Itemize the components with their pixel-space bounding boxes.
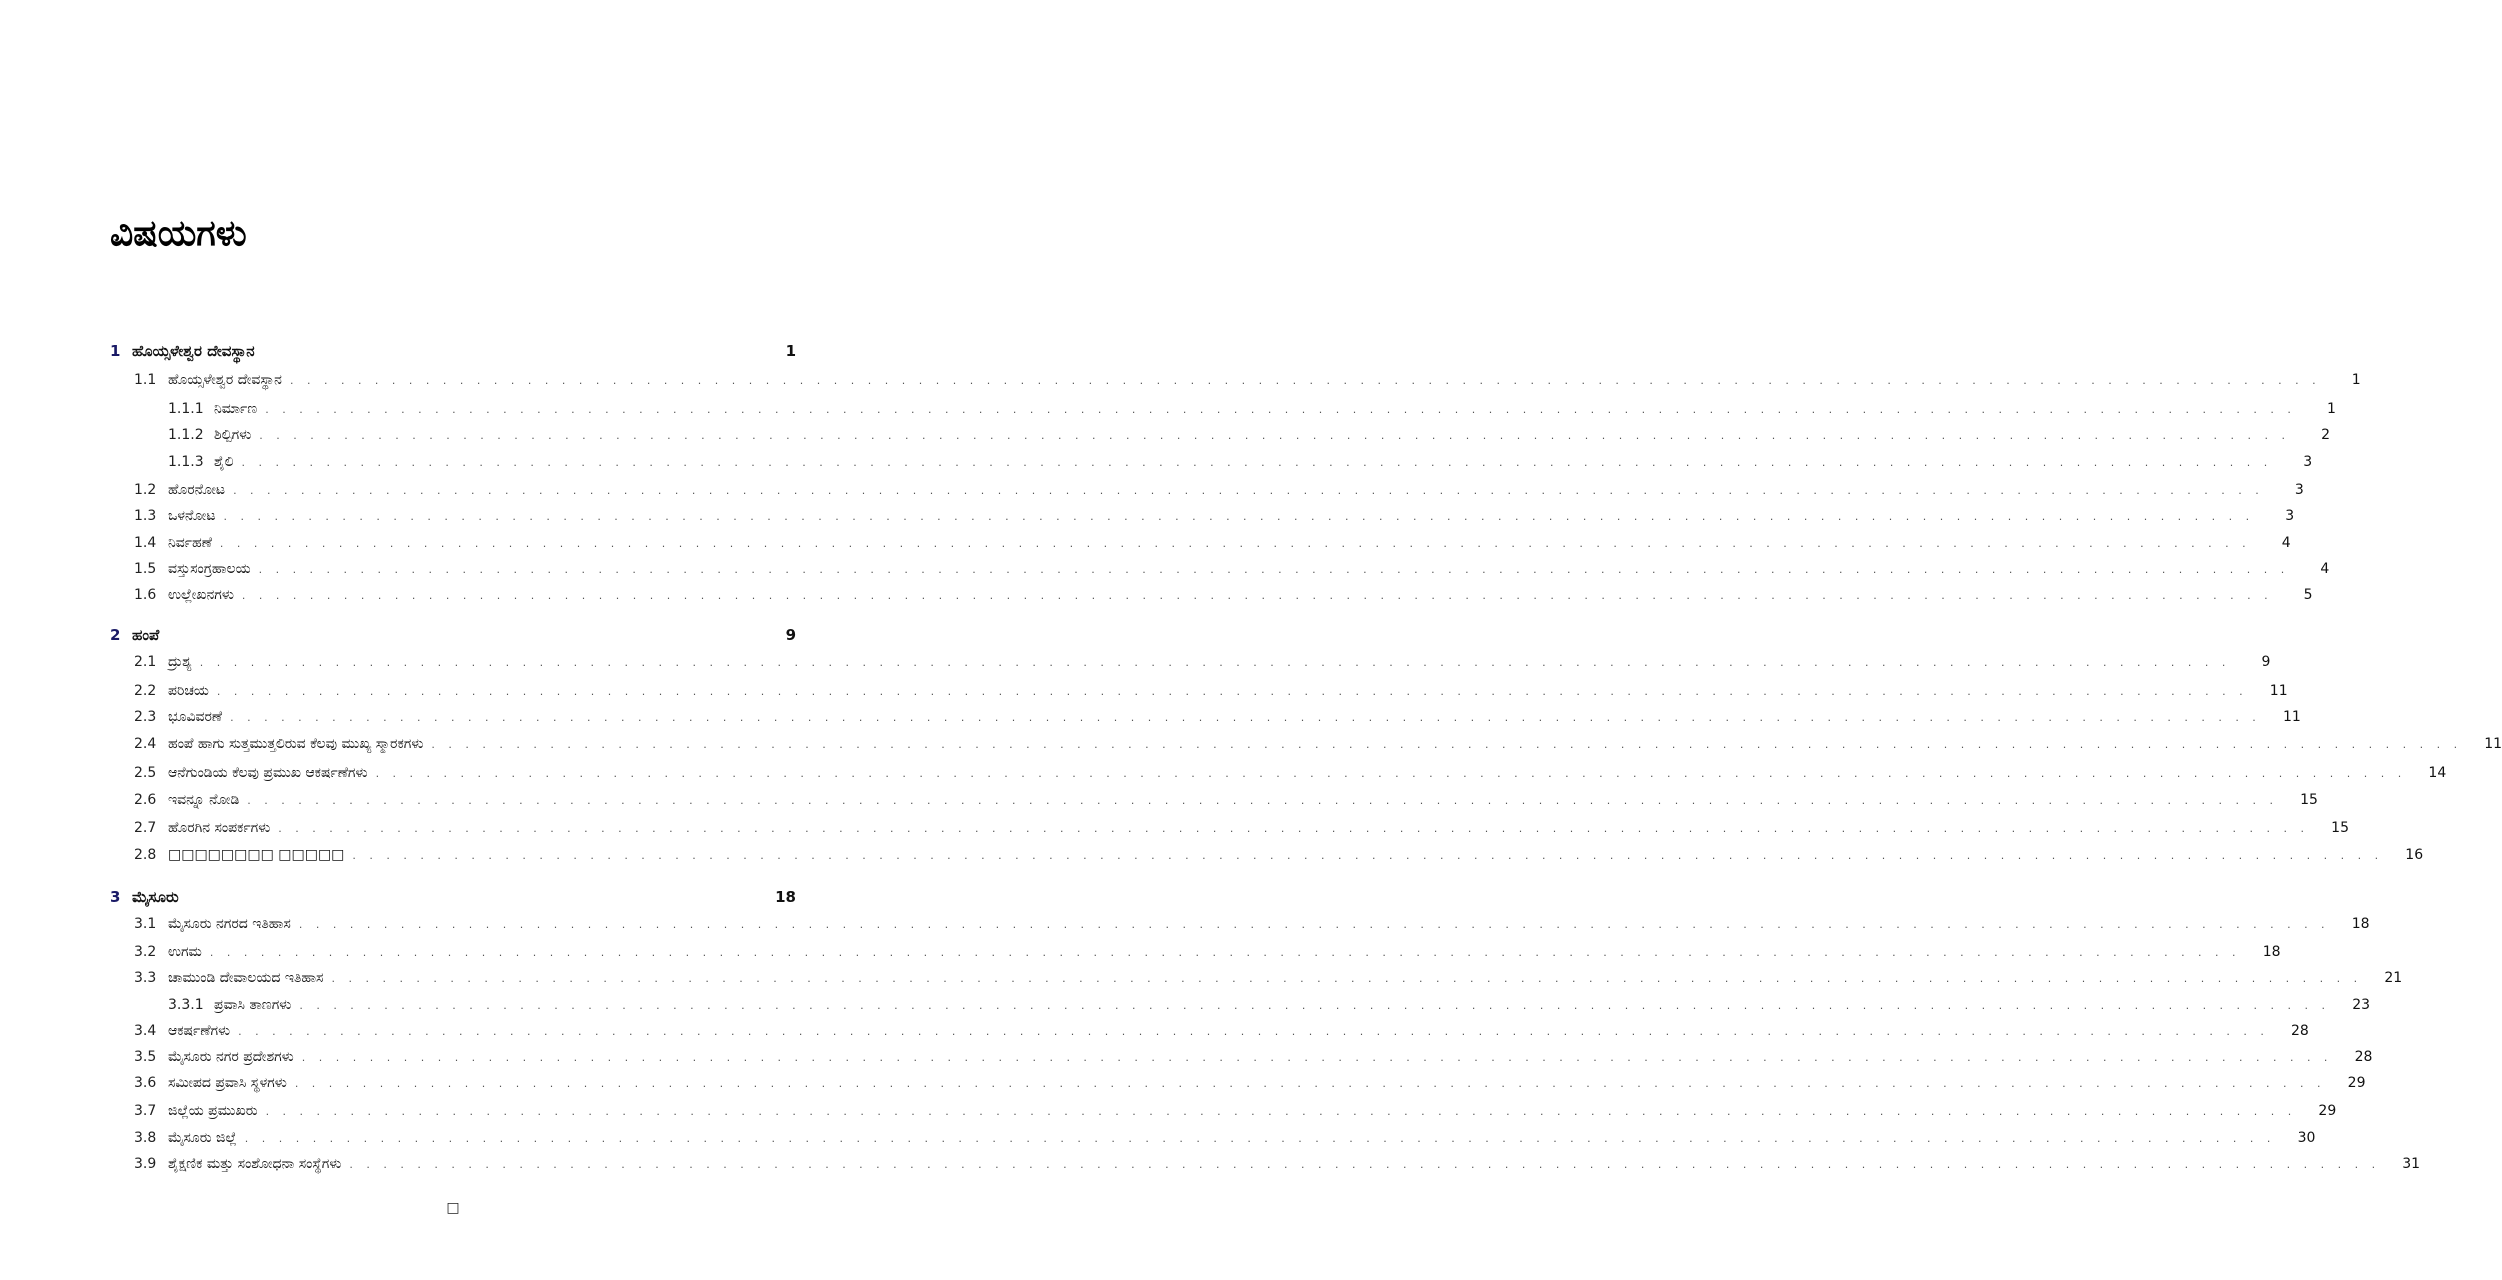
toc-page-number: 31	[2402, 1156, 2421, 1172]
toc-entry[interactable]	[110, 649, 2271, 675]
toc-entry[interactable]	[110, 530, 2291, 556]
toc-title: ಹಂಪೆ	[132, 626, 160, 644]
toc-number: 1	[110, 342, 121, 360]
toc-title: ಮೈಸೂರು	[132, 888, 179, 906]
toc-title: ಚಾಮುಂಡಿ ದೇವಾಲಯದ ಇತಿಹಾಸ	[168, 970, 324, 986]
toc-title: ದ್ರುಶ್ಯ	[168, 654, 192, 670]
dot-leader: . . . . . . . . . . . . . . . . . . . . . . . . . . . . . . . . . . . . . . . . . . . . . . . . . . . . . . . . . . . . . . . . . . . . . . . . . . . . . . . . . . . . . . . . . . . . . . . . . . . . . . . . . . . . . . . . . . . . . . . .	[265, 402, 2296, 416]
toc-page-number: 5	[2303, 587, 2313, 603]
toc-page-number: 9	[2261, 654, 2271, 670]
dot-leader: . . . . . . . . . . . . . . . . . . . . . . . . . . . . . . . . . . . . . . . . . . . . . . . . . . . . . . . . . . . . . . . . . . . . . . . . . . . . . . . . . . . . . . . . . . . . . . . . . . . . . . . . . . . . . . . . . . . . . . . .	[331, 971, 2363, 985]
toc-title: ಶೈಲಿ	[214, 454, 234, 470]
toc-page-number: 3	[2303, 454, 2313, 470]
toc-number: 1.1.1	[168, 401, 204, 417]
toc-page-number: 11	[2269, 683, 2288, 699]
toc-entry[interactable]	[110, 842, 2424, 868]
toc-number: 2.5	[134, 765, 157, 781]
toc-entry[interactable]	[110, 911, 2370, 937]
toc-entry[interactable]	[110, 704, 2301, 730]
toc-chapter[interactable]	[110, 884, 796, 910]
toc-number: 3.9	[134, 1156, 157, 1172]
toc-page-number: 14	[2428, 765, 2447, 781]
page-footer: □	[446, 1200, 460, 1216]
toc-number: 1.2	[134, 482, 157, 498]
dot-leader: . . . . . . . . . . . . . . . . . . . . . . . . . . . . . . . . . . . . . . . . . . . . . . . . . . . . . . . . . . . . . . . . . . . . . . . . . . . . . . . . . . . . . . . . . . . . . . . . . . . . . . . . . . . . . . . . . . . . . . . .	[209, 945, 2241, 959]
toc-title: ಭೂವಿವರಣೆ	[168, 709, 223, 725]
toc-number: 1.1.3	[168, 454, 204, 470]
toc-page-number: 28	[2291, 1023, 2309, 1039]
toc-page-number: 2	[2321, 427, 2330, 443]
toc-number: 1.1	[134, 372, 157, 388]
toc-entry[interactable]	[110, 1070, 2366, 1096]
toc-page-number: 1	[2351, 372, 2361, 388]
dot-leader: . . . . . . . . . . . . . . . . . . . . . . . . . . . . . . . . . . . . . . . . . . . . . . . . . . . . . . . . . . . . . . . . . . . . . . . . . . . . . . . . . . . . . . . . . . . . . . . . . . . . . . . . . . . . . . . . . . . . . . . .	[431, 737, 2463, 751]
dot-leader: . . . . . . . . . . . . . . . . . . . . . . . . . . . . . . . . . . . . . . . . . . . . . . . . . . . . . . . . . . . . . . . . . . . . . . . . . . . . . . . . . . . . . . . . . . . . . . . . . . . . . . . . . . . . . . . . . . . . . . . .	[265, 1104, 2297, 1118]
toc-number: 3.2	[134, 944, 157, 960]
toc-page-number: 9	[785, 626, 796, 644]
toc-page-number: 15	[2331, 820, 2349, 836]
toc-entry[interactable]	[110, 556, 2330, 582]
toc-entry[interactable]	[110, 815, 2349, 841]
toc-entry[interactable]	[110, 1098, 2337, 1124]
toc-entry[interactable]	[110, 422, 2330, 448]
toc-page-number: 1	[785, 342, 796, 360]
toc-page-number: 21	[2384, 970, 2403, 986]
toc-page-number: 1	[2326, 401, 2336, 417]
toc-number: 1.4	[134, 535, 157, 551]
toc-page-number: 11	[2484, 736, 2502, 752]
toc-title: ಮೈಸೂರು ನಗರ ಪ್ರದೇಶಗಳು	[168, 1049, 294, 1065]
dot-leader: . . . . . . . . . . . . . . . . . . . . . . . . . . . . . . . . . . . . . . . . . . . . . . . . . . . . . . . . . . . . . . . . . . . . . . . . . . . . . . . . . . . . . . . . . . . . . . . . . . . . . . . . . . . . . . . . . . . . . . . .	[216, 684, 2248, 698]
dot-leader: . . . . . . . . . . . . . . . . . . . . . . . . . . . . . . . . . . . . . . . . . . . . . . . . . . . . . . . . . . . . . . . . . . . . . . . . . . . . . . . . . . . . . . . . . . . . . . . . . . . . . . . . . . . . . . . . . . . . . . . .	[233, 483, 2264, 497]
toc-number: 3.1	[134, 916, 157, 932]
dot-leader: . . . . . . . . . . . . . . . . . . . . . . . . . . . . . . . . . . . . . . . . . . . . . . . . . . . . . . . . . . . . . . . . . . . . . . . . . . . . . . . . . . . . . . . . . . . . . . . . . . . . . . . . . . . . . . . . . . . . . . . .	[241, 588, 2273, 602]
toc-title: ಜಿಲ್ಲೆಯ ಪ್ರಮುಖರು	[168, 1103, 258, 1119]
toc-entry[interactable]	[110, 1151, 2421, 1177]
toc-number: 1.1.2	[168, 427, 204, 443]
page-title: ವಿಷಯಗಳು	[110, 213, 247, 254]
toc-number: 1.3	[134, 508, 157, 524]
toc-number: 2.3	[134, 709, 157, 725]
toc-entry[interactable]	[110, 939, 2281, 965]
toc-title: ಉಗಮ	[168, 944, 202, 960]
toc-entry[interactable]	[110, 582, 2313, 608]
dot-leader: . . . . . . . . . . . . . . . . . . . . . . . . . . . . . . . . . . . . . . . . . . . . . . . . . . . . . . . . . . . . . . . . . . . . . . . . . . . . . . . . . . . . . . . . . . . . . . . . . . . . . . . . . . . . . . . . . . . . . . . .	[299, 998, 2331, 1012]
toc-title: ಪರಿಚಯ	[168, 683, 209, 699]
toc-number: 2.2	[134, 683, 157, 699]
dot-leader: . . . . . . . . . . . . . . . . . . . . . . . . . . . . . . . . . . . . . . . . . . . . . . . . . . . . . . . . . . . . . . . . . . . . . . . . . . . . . . . . . . . . . . . . . . . . . . . . . . . . . . . . . . . . . . . . . . . . . . . .	[244, 1131, 2276, 1145]
toc-entry[interactable]	[110, 760, 2447, 786]
toc-title: ಶೈಕ್ಷಣಿಕ ಮತ್ತು ಸಂಶೋಧನಾ ಸಂಸ್ಥೆಗಳು	[168, 1156, 342, 1172]
toc-number: 3.6	[134, 1075, 157, 1091]
toc-page-number: 18	[2351, 916, 2370, 932]
toc-number: 3.3	[134, 970, 157, 986]
dot-leader: . . . . . . . . . . . . . . . . . . . . . . . . . . . . . . . . . . . . . . . . . . . . . . . . . . . . . . . . . . . . . . . . . . . . . . . . . . . . . . . . . . . . . . . . . . . . . . . . . . . . . . . . . . . . . . . . . . . . . . . .	[375, 766, 2407, 780]
toc-entry[interactable]	[110, 678, 2288, 704]
toc-entry[interactable]	[110, 367, 2361, 393]
toc-number: 3.8	[134, 1130, 157, 1146]
toc-page-number: 3	[2285, 508, 2295, 524]
toc-number: 2.8	[134, 847, 157, 863]
toc-title: ಉಲ್ಲೇಖನಗಳು	[168, 587, 234, 603]
toc-title: ಆನೆಗುಂಡಿಯ ಕೆಲವು ಪ್ರಮುಖ ಆಕರ್ಷಣೆಗಳು	[168, 765, 368, 781]
toc-page-number: 30	[2297, 1130, 2316, 1146]
toc-title: ವಸ್ತುಸಂಗ್ರಹಾಲಯ	[168, 561, 251, 577]
toc-title: ಸಮೀಪದ ಪ್ರವಾಸಿ ಸ್ಥಳಗಳು	[168, 1075, 287, 1091]
toc-number: 2.7	[134, 820, 157, 836]
dot-leader: . . . . . . . . . . . . . . . . . . . . . . . . . . . . . . . . . . . . . . . . . . . . . . . . . . . . . . . . . . . . . . . . . . . . . . . . . . . . . . . . . . . . . . . . . . . . . . . . . . . . . . . . . . . . . . . . . . . . . . . .	[258, 562, 2290, 576]
toc-title: ಆಕರ್ಷಣೆಗಳು	[168, 1023, 231, 1039]
toc-entry[interactable]	[110, 731, 2502, 757]
toc-number: 2.6	[134, 792, 157, 808]
toc-title: ಶಿಲ್ಪಿಗಳು	[214, 427, 252, 443]
toc-page-number: 11	[2282, 709, 2301, 725]
toc-number: 2	[110, 626, 121, 644]
toc-page-number: 4	[2320, 561, 2330, 577]
toc-entry[interactable]	[110, 449, 2313, 475]
toc-entry[interactable]	[110, 477, 2304, 503]
toc-title: ಹೊರನೋಟ	[168, 482, 226, 498]
toc-number: 2.4	[134, 736, 157, 752]
toc-entry[interactable]	[110, 992, 2371, 1018]
dot-leader: . . . . . . . . . . . . . . . . . . . . . . . . . . . . . . . . . . . . . . . . . . . . . . . . . . . . . . . . . . . . . . . . . . . . . . . . . . . . . . . . . . . . . . . . . . . . . . . . . . . . . . . . . . . . . . . . . . . . . . . .	[298, 917, 2330, 931]
toc-number: 1.6	[134, 587, 157, 603]
toc-title: ನಿರ್ವಹಣೆ	[168, 535, 212, 551]
toc-page-number: 15	[2300, 792, 2318, 808]
toc-entry[interactable]	[110, 503, 2295, 529]
dot-leader: . . . . . . . . . . . . . . . . . . . . . . . . . . . . . . . . . . . . . . . . . . . . . . . . . . . . . . . . . . . . . . . . . . . . . . . . . . . . . . . . . . . . . . . . . . . . . . . . . . . . . . . . . . . . . . . . . . . . . . . .	[294, 1076, 2326, 1090]
toc-title: ಒಳನೋಟ	[168, 508, 216, 524]
toc-number: 3.4	[134, 1023, 157, 1039]
toc-title: ನಿರ್ಮಾಣ	[214, 401, 258, 417]
toc-title: ಮೈಸೂರು ಜಿಲ್ಲೆ	[168, 1130, 237, 1146]
toc-title: ಹೊಯ್ಸಳೇಶ್ವರ ದೇವಸ್ಥಾನ	[168, 372, 282, 388]
dot-leader: . . . . . . . . . . . . . . . . . . . . . . . . . . . . . . . . . . . . . . . . . . . . . . . . . . . . . . . . . . . . . . . . . . . . . . . . . . . . . . . . . . . . . . . . . . . . . . . . . . . . . . . . . . . . . . . . . . . . . . . .	[199, 655, 2231, 669]
toc-title: ಇವನ್ನೂ ನೋಡಿ	[168, 792, 240, 808]
toc-page-number: 4	[2281, 535, 2291, 551]
dot-leader: . . . . . . . . . . . . . . . . . . . . . . . . . . . . . . . . . . . . . . . . . . . . . . . . . . . . . . . . . . . . . . . . . . . . . . . . . . . . . . . . . . . . . . . . . . . . . . . . . . . . . . . . . . . . . . . . . . . . . . . .	[223, 509, 2255, 523]
toc-page-number: 29	[2347, 1075, 2366, 1091]
toc-page-number: 3	[2294, 482, 2304, 498]
dot-leader: . . . . . . . . . . . . . . . . . . . . . . . . . . . . . . . . . . . . . . . . . . . . . . . . . . . . . . . . . . . . . . . . . . . . . . . . . . . . . . . . . . . . . . . . . . . . . . . . . . . . . . . . . . . . . . . . . . . . . . . .	[230, 710, 2261, 724]
toc-number: 2.1	[134, 654, 157, 670]
toc-entry[interactable]	[110, 787, 2318, 813]
dot-leader: . . . . . . . . . . . . . . . . . . . . . . . . . . . . . . . . . . . . . . . . . . . . . . . . . . . . . . . . . . . . . . . . . . . . . . . . . . . . . . . . . . . . . . . . . . . . . . . . . . . . . . . . . . . . . . . . . . . . . . . .	[278, 821, 2309, 835]
dot-leader: . . . . . . . . . . . . . . . . . . . . . . . . . . . . . . . . . . . . . . . . . . . . . . . . . . . . . . . . . . . . . . . . . . . . . . . . . . . . . . . . . . . . . . . . . . . . . . . . . . . . . . . . . . . . . . . . . . . . . . . .	[349, 1157, 2381, 1171]
dot-leader: . . . . . . . . . . . . . . . . . . . . . . . . . . . . . . . . . . . . . . . . . . . . . . . . . . . . . . . . . . . . . . . . . . . . . . . . . . . . . . . . . . . . . . . . . . . . . . . . . . . . . . . . . . . . . . . . . . . . . . . .	[301, 1050, 2333, 1064]
toc-title: ಮೈಸೂರು ನಗರದ ಇತಿಹಾಸ	[168, 916, 291, 932]
toc-page-number: 28	[2354, 1049, 2373, 1065]
toc-title: ಹೊಯ್ಸಳೇಶ್ವರ ದೇವಸ್ಥಾನ	[132, 342, 255, 360]
toc-page-number: 18	[775, 888, 796, 906]
toc-entry[interactable]	[110, 1018, 2309, 1044]
toc-number: 3	[110, 888, 121, 906]
dot-leader: . . . . . . . . . . . . . . . . . . . . . . . . . . . . . . . . . . . . . . . . . . . . . . . . . . . . . . . . . . . . . . . . . . . . . . . . . . . . . . . . . . . . . . . . . . . . . . . . . . . . . . . . . . . . . . . . . . . . . . . .	[247, 793, 2278, 807]
toc-chapter[interactable]	[110, 622, 796, 648]
toc-number: 3.7	[134, 1103, 157, 1119]
dot-leader: . . . . . . . . . . . . . . . . . . . . . . . . . . . . . . . . . . . . . . . . . . . . . . . . . . . . . . . . . . . . . . . . . . . . . . . . . . . . . . . . . . . . . . . . . . . . . . . . . . . . . . . . . . . . . . . . . . . . . . . .	[289, 373, 2321, 387]
toc-page-number: 23	[2352, 997, 2371, 1013]
toc-page-number: 29	[2318, 1103, 2337, 1119]
toc-page-number: 18	[2262, 944, 2281, 960]
toc-title: ಪ್ರವಾಸಿ ತಾಣಗಳು	[214, 997, 292, 1013]
toc-title: □□□□□□□□ □□□□□	[168, 847, 345, 863]
dot-leader: . . . . . . . . . . . . . . . . . . . . . . . . . . . . . . . . . . . . . . . . . . . . . . . . . . . . . . . . . . . . . . . . . . . . . . . . . . . . . . . . . . . . . . . . . . . . . . . . . . . . . . . . . . . . . . . . . . . . . . . .	[259, 428, 2290, 442]
dot-leader: . . . . . . . . . . . . . . . . . . . . . . . . . . . . . . . . . . . . . . . . . . . . . . . . . . . . . . . . . . . . . . . . . . . . . . . . . . . . . . . . . . . . . . . . . . . . . . . . . . . . . . . . . . . . . . . . . . . . . . . .	[238, 1024, 2269, 1038]
dot-leader: . . . . . . . . . . . . . . . . . . . . . . . . . . . . . . . . . . . . . . . . . . . . . . . . . . . . . . . . . . . . . . . . . . . . . . . . . . . . . . . . . . . . . . . . . . . . . . . . . . . . . . . . . . . . . . . . . . . . . . . .	[241, 455, 2273, 469]
toc-entry[interactable]	[110, 965, 2403, 991]
toc-page-number: 16	[2405, 847, 2424, 863]
toc-title: ಹೊರಗಿನ ಸಂಪರ್ಕಗಳು	[168, 820, 271, 836]
dot-leader: . . . . . . . . . . . . . . . . . . . . . . . . . . . . . . . . . . . . . . . . . . . . . . . . . . . . . . . . . . . . . . . . . . . . . . . . . . . . . . . . . . . . . . . . . . . . . . . . . . . . . . . . . . . . . . . . . . . . . . . .	[219, 536, 2251, 550]
toc-chapter[interactable]	[110, 338, 796, 364]
toc-entry[interactable]	[110, 1125, 2316, 1151]
dot-leader: . . . . . . . . . . . . . . . . . . . . . . . . . . . . . . . . . . . . . . . . . . . . . . . . . . . . . . . . . . . . . . . . . . . . . . . . . . . . . . . . . . . . . . . . . . . . . . . . . . . . . . . . . . . . . . . . . . . . . . . .	[352, 848, 2384, 862]
toc-title: ಹಂಪೆ ಹಾಗು ಸುತ್ತಮುತ್ತಲಿರುವ ಕೆಲವು ಮುಖ್ಯ ಸ್ಮಾರಕಗಳು	[168, 736, 424, 752]
toc-entry[interactable]	[110, 396, 2336, 422]
toc-number: 3.5	[134, 1049, 157, 1065]
toc-entry[interactable]	[110, 1044, 2373, 1070]
toc-number: 3.3.1	[168, 997, 204, 1013]
toc-number: 1.5	[134, 561, 157, 577]
